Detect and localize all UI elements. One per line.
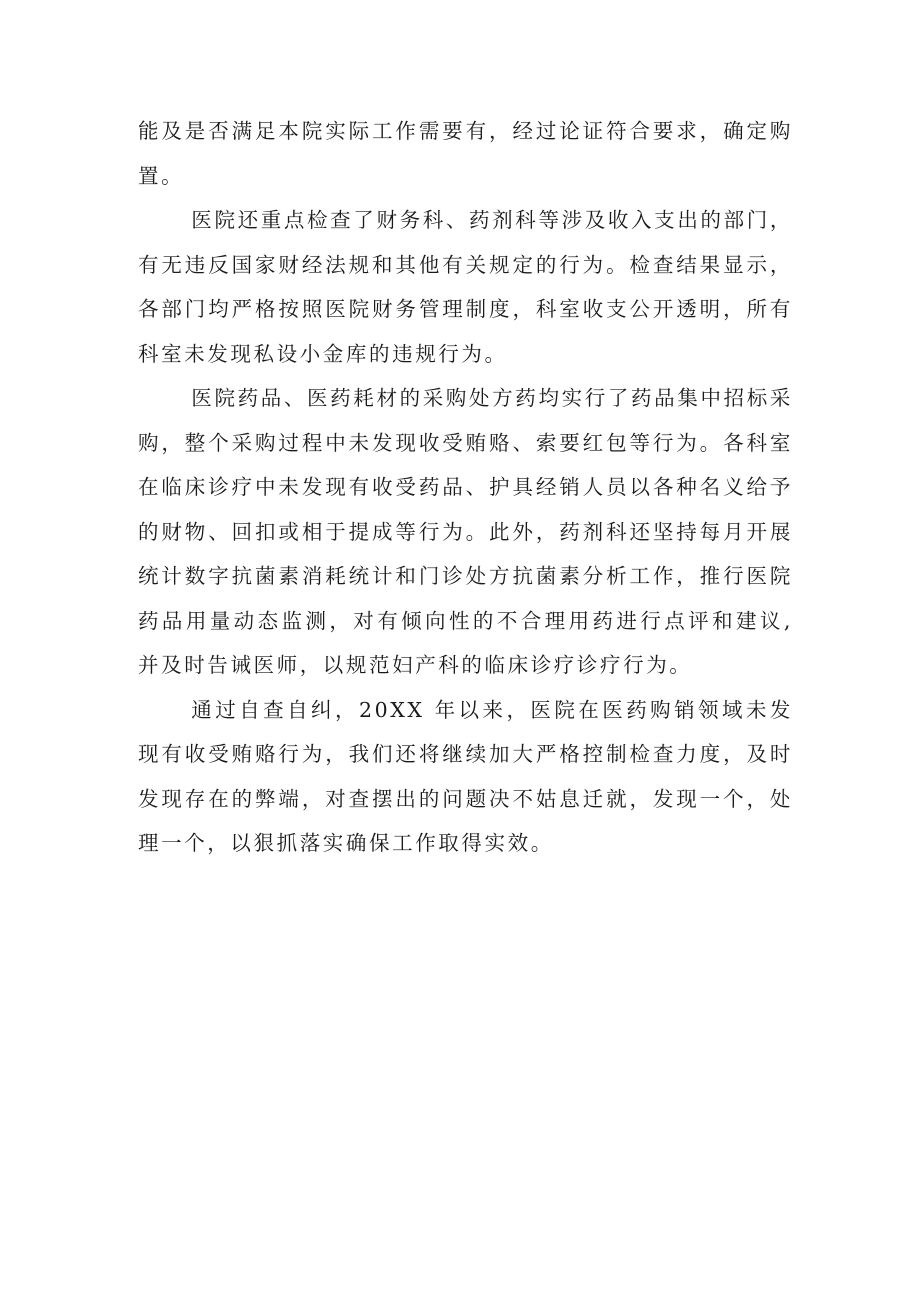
paragraph-conclusion: 通过自查自纠，20XX 年以来，医院在医药购销领域未发现有收受贿赂行为，我们还将继续加大严格控制检查力度，及时发现存在的弊端，对查摆出的问题决不姑息迁就，发现一个，处理一个，以狠抓落实确保工作取得实效。 xyxy=(138,697,793,855)
paragraph-finance-inspection: 医院还重点检查了财务科、药剂科等涉及收入支出的部门，有无违反国家财经法规和其他有关规定的行为。检查结果显示，各部门均严格按照医院财务管理制度，科室收支公开透明，所有科室未发现私设小金库的违规行为。 xyxy=(138,208,793,366)
paragraph-continuation: 能及是否满足本院实际工作需要有，经过论证符合要求，确定购置。 xyxy=(138,119,793,188)
document-body xyxy=(138,109,793,866)
paragraph-drug-procurement: 医院药品、医药耗材的采购处方药均实行了药品集中招标采购，整个采购过程中未发现收受贿赂、索要红包等行为。各科室在临床诊疗中未发现有收受药品、护具经销人员以各种名义给予的财物、回扣或相于提成等行为。此外，药剂科还坚持每月开展统计数字抗菌素消耗统计和门诊处方抗菌素分析工作，推行医院药品用量动态监测，对有倾向性的不合理用药进行点评和建议,并及时告诫医师，以规范妇产科的临床诊疗诊疗行为。 xyxy=(138,386,793,677)
